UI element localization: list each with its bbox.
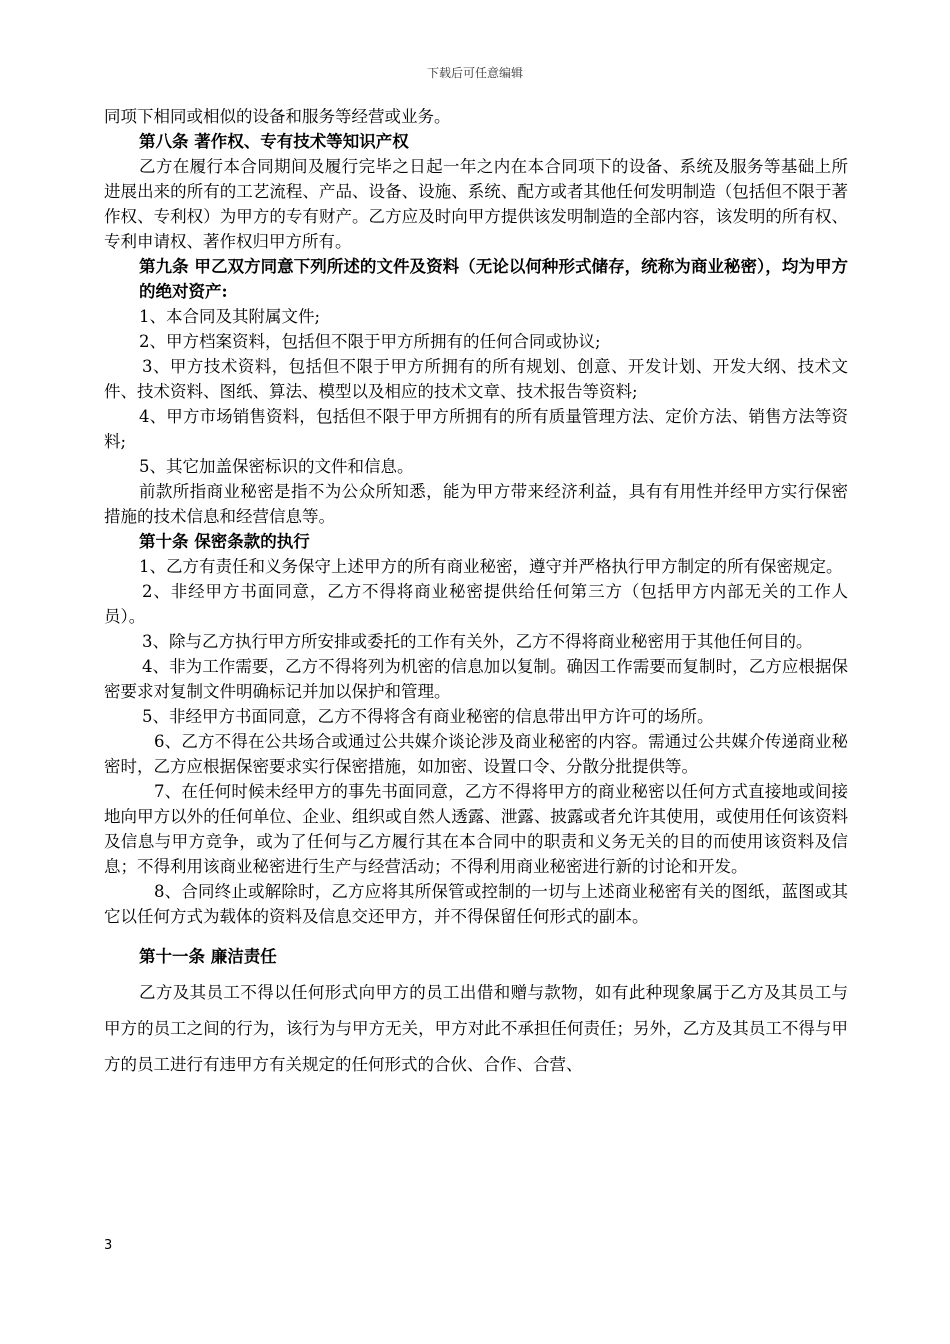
list-item: 1、本合同及其附属文件; [139, 307, 321, 326]
list-item: 4、非为工作需要，乙方不得将列为机密的信息加以复制。确因工作需要而复制时，乙方应根据保密要求对复制文件明确标记并加以保护和管理。 [104, 657, 848, 701]
list-item: 3、甲方技术资料，包括但不限于甲方所拥有的所有规划、创意、开发计划、开发大纲、技术文件、技术资料、图纸、算法、模型以及相应的技术文章、技术报告等资料; [104, 357, 848, 401]
list-item: 5、非经甲方书面同意，乙方不得将含有商业秘密的信息带出甲方许可的场所。 [142, 707, 714, 726]
document-body [104, 104, 848, 1083]
list-item: 1、乙方有责任和义务保守上述甲方的所有商业秘密，遵守并严格执行甲方制定的所有保密规定。 [139, 557, 843, 576]
list-item: 5、其它加盖保密标识的文件和信息。 [139, 457, 414, 476]
paragraph: 乙方及其员工不得以任何形式向甲方的员工出借和赠与款物，如有此种现象属于乙方及其员工与甲方的员工之间的行为，该行为与甲方无关，甲方对此不承担任何责任；另外，乙方及其员工不得与甲方的员工进行有违甲方有关规定的任何形式的合伙、合作、合营、 [104, 983, 848, 1074]
list-item: 2、甲方档案资料，包括但不限于甲方所拥有的任何合同或协议; [139, 332, 601, 351]
list-item: 6、乙方不得在公共场合或通过公共媒介谈论涉及商业秘密的内容。需通过公共媒介传递商业秘密时，乙方应根据保密要求实行保密措施，如加密、设置口令、分散分批提供等。 [104, 732, 848, 776]
page-header: 下载后可任意编辑 [426, 66, 523, 80]
article-heading: 第十条 保密条款的执行 [139, 532, 310, 551]
article-heading: 第八条 著作权、专有技术等知识产权 [139, 132, 409, 151]
page-number: 3 [104, 1238, 113, 1253]
paragraph: 乙方在履行本合同期间及履行完毕之日起一年之内在本合同项下的设备、系统及服务等基础上所进展出来的所有的工艺流程、产品、设备、设施、系统、配方或者其他任何发明制造（包括但不限于著作权、专利权）为甲方的专有财产。乙方应及时向甲方提供该发明制造的全部内容，该发明的所有权、专利申请权、著作权归甲方所有。 [104, 157, 848, 251]
paragraph: 前款所指商业秘密是指不为公众所知悉，能为甲方带来经济利益，具有有用性并经甲方实行保密措施的技术信息和经营信息等。 [104, 482, 848, 526]
article-heading: 第十一条 廉洁责任 [139, 947, 277, 966]
paragraph: 同项下相同或相似的设备和服务等经营或业务。 [104, 107, 451, 126]
list-item: 4、甲方市场销售资料，包括但不限于甲方所拥有的所有质量管理方法、定价方法、销售方法等资料; [104, 407, 848, 451]
list-item: 8、合同终止或解除时，乙方应将其所保管或控制的一切与上述商业秘密有关的图纸，蓝图或其它以任何方式为载体的资料及信息交还甲方，并不得保留任何形式的副本。 [104, 882, 848, 926]
article-heading: 第九条 甲乙双方同意下列所述的文件及资料（无论以何种形式储存，统称为商业秘密），均为甲方的绝对资产: [139, 257, 848, 301]
list-item: 3、除与乙方执行甲方所安排或委托的工作有关外，乙方不得将商业秘密用于其他任何目的。 [142, 632, 813, 651]
list-item: 7、在任何时候未经甲方的事先书面同意，乙方不得将甲方的商业秘密以任何方式直接地或间接地向甲方以外的任何单位、企业、组织或自然人透露、泄露、披露或者允许其使用，或使用任何该资料及信息与甲方竞争，或为了任何与乙方履行其在本合同中的职责和义务无关的目的而使用该资料及信息；不得利用该商业秘密进行生产与经营活动；不得利用商业秘密进行新的讨论和开发。 [104, 782, 848, 876]
list-item: 2、非经甲方书面同意，乙方不得将商业秘密提供给任何第三方（包括甲方内部无关的工作人员）。 [104, 582, 848, 626]
